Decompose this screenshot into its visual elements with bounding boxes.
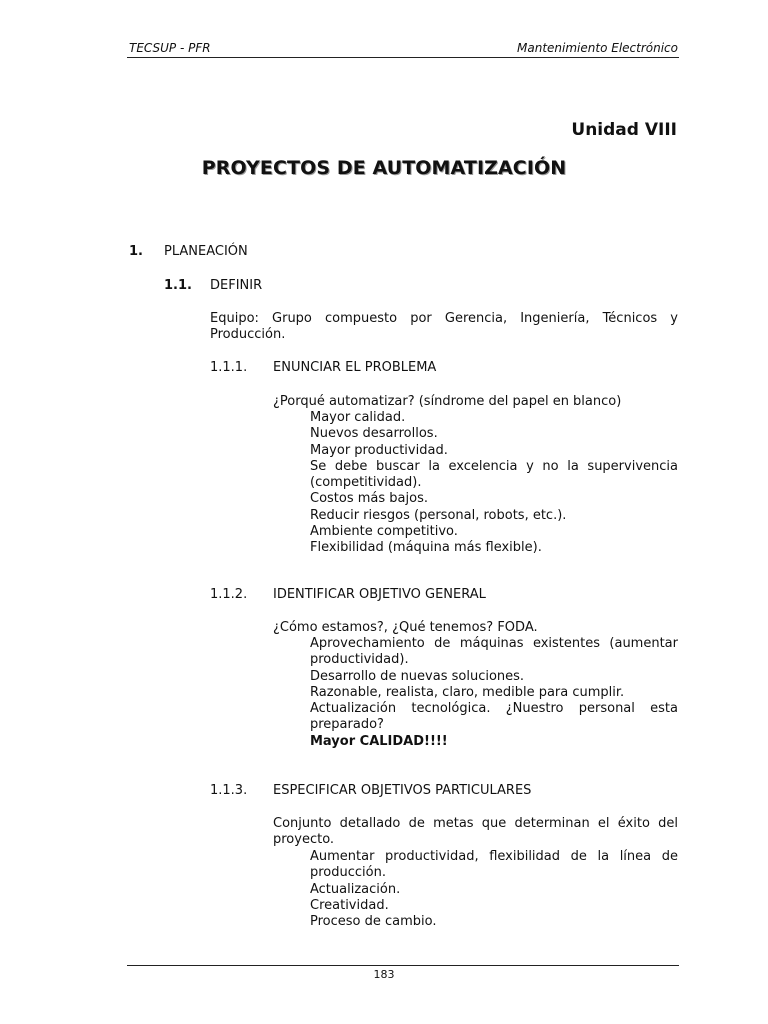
list-item: Creatividad. [310,897,389,913]
section-1-1-number: 1.1. [164,278,192,293]
list-item: Costos más bajos. [310,491,428,507]
list-item: Ambiente competitivo. [310,524,458,540]
list-item: Razonable, realista, claro, medible para cumplir. [310,684,625,700]
section-1-1-1-number: 1.1.1. [210,360,248,375]
list-item: Flexibilidad (máquina más flexible). [310,540,542,556]
list-item: Aprovechamiento de máquinas existentes (aumentar productividad). [310,636,678,668]
section-1-title: PLANEACIÓN [164,244,248,259]
section-1-1-2-list [310,636,678,750]
list-item: Reducir riesgos (personal, robots, etc.). [310,507,567,523]
unit-label: Unidad VIII [571,120,677,140]
section-1-1-3-list [310,849,678,930]
section-1-1-1-list [310,410,678,557]
header-rule [127,57,679,58]
list-item: Aumentar productividad, flexibilidad de la línea de producción. [310,849,678,881]
page-number: 183 [373,968,395,981]
list-item: Nuevos desarrollos. [310,426,438,442]
section-1-1-3-intro: Conjunto detallado de metas que determinan el éxito del proyecto. [273,816,678,848]
section-1-1-2-intro: ¿Cómo estamos?, ¿Qué tenemos? FODA. [273,620,538,635]
section-1-1-2-title: IDENTIFICAR OBJETIVO GENERAL [273,587,486,602]
section-1-1-title: DEFINIR [210,278,263,293]
header-left: TECSUP - PFR [129,41,211,55]
emphasis-text: Mayor CALIDAD!!!! [310,733,448,749]
list-item: Actualización. [310,881,401,897]
section-1-1-1-intro: ¿Porqué automatizar? (síndrome del papel en blanco) [273,394,622,409]
section-1-1-text: Equipo: Grupo compuesto por Gerencia, Ingeniería, Técnicos y Producción. [210,311,678,343]
section-1-number: 1. [129,244,143,259]
footer-rule [127,965,679,966]
section-1-1-1-title: ENUNCIAR EL PROBLEMA [273,360,437,375]
list-item: Se debe buscar la excelencia y no la supervivencia (competitividad). [310,458,678,491]
list-item: Mayor productividad. [310,442,448,458]
section-1-1-3-title: ESPECIFICAR OBJETIVOS PARTICULARES [273,783,532,798]
list-item: Desarrollo de nuevas soluciones. [310,668,525,684]
list-item: Mayor calidad. [310,410,406,425]
page-title: PROYECTOS DE AUTOMATIZACIÓN [201,157,567,179]
list-item: Actualización tecnológica. ¿Nuestro personal esta preparado? [310,701,678,733]
section-1-1-2-number: 1.1.2. [210,587,248,602]
section-1-1-3-number: 1.1.3. [210,783,248,798]
header-right: Mantenimiento Electrónico [517,41,678,55]
list-item: Proceso de cambio. [310,914,437,930]
